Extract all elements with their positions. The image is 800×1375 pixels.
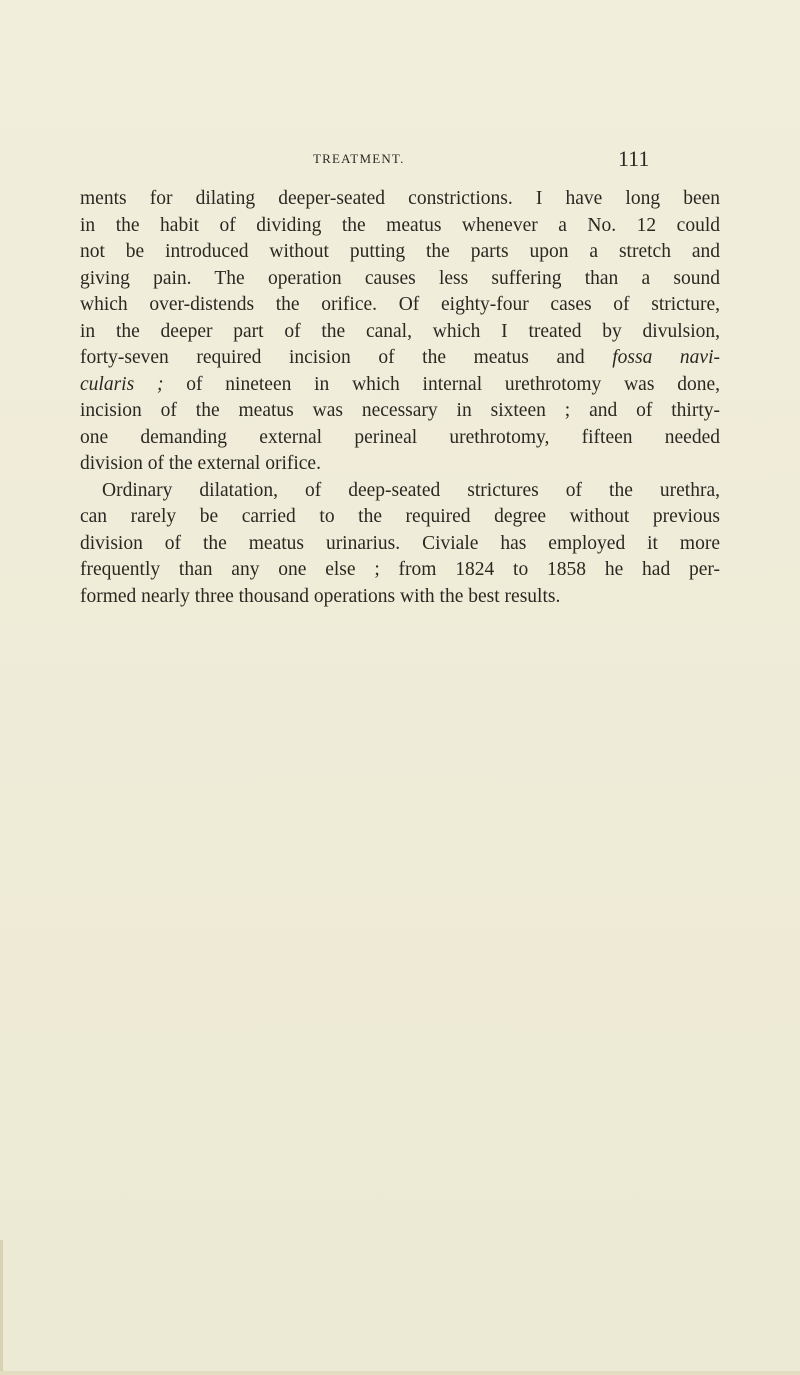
text-line bbox=[80, 372, 720, 399]
text-line: can rarely be carried to the required degree without previous bbox=[80, 506, 720, 527]
text-line: which over-distends the orifice. Of eighty-four cases of stricture, bbox=[80, 294, 720, 315]
text-line: in the deeper part of the canal, which I treated by divulsion, bbox=[80, 320, 720, 342]
text-line: frequently than any one else ; from 1824 to 1858 he had per- bbox=[80, 559, 720, 580]
text-line: ments for dilating deeper-seated constrictions. I have long been bbox=[80, 188, 720, 209]
running-title: TREATMENT. bbox=[313, 151, 405, 166]
text-line: division of the meatus urinarius. Civiale has employed it more bbox=[80, 532, 720, 554]
page-bottom-edge bbox=[0, 1371, 800, 1375]
text-line: incision of the meatus was necessary in sixteen ; and of thirty- bbox=[80, 400, 720, 421]
text-line: not be introduced without putting the parts upon a stretch and bbox=[80, 241, 720, 262]
paragraph-start-line: Ordinary dilatation, of deep-seated strictures of the urethra, bbox=[102, 479, 720, 501]
text-segment: of nineteen in which internal urethrotomy was done, bbox=[163, 373, 720, 395]
page-number: 111 bbox=[618, 146, 650, 171]
text-line: in the habit of dividing the meatus whenever a No. 12 could bbox=[80, 214, 720, 236]
text-line bbox=[80, 345, 720, 372]
text-line: giving pain. The operation causes less suffering than a sound bbox=[80, 267, 720, 289]
italic-term: cularis ; bbox=[80, 373, 164, 395]
italic-term: fossa navi- bbox=[612, 347, 720, 368]
text-line: division of the external orifice. bbox=[80, 453, 321, 474]
running-head bbox=[0, 148, 800, 176]
text-line: one demanding external perineal urethrotomy, fifteen needed bbox=[80, 426, 720, 448]
body-text bbox=[80, 186, 720, 610]
text-line: formed nearly three thousand operations with the best results. bbox=[80, 585, 561, 607]
page-edge-shadow bbox=[0, 1240, 3, 1375]
text-segment: forty-seven required incision of the meatus and bbox=[80, 347, 613, 368]
